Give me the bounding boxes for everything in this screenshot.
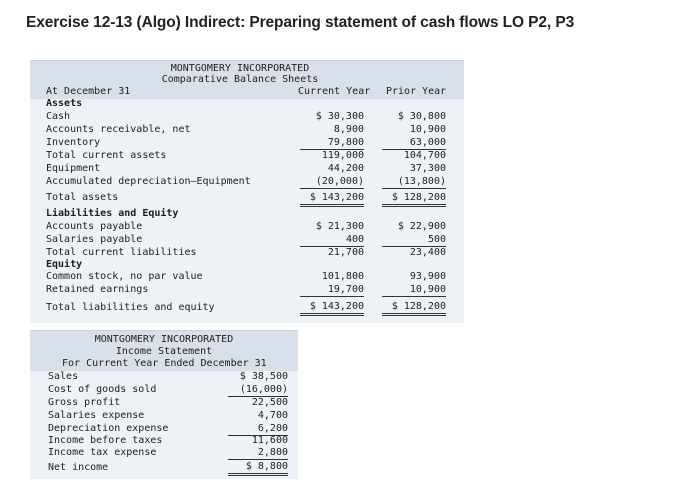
prior-total-liabilities-and-equity: $ 128,200 bbox=[382, 301, 446, 316]
balance-sheet-panel bbox=[30, 60, 464, 323]
prior-cash: $ 30,800 bbox=[397, 111, 446, 122]
col-prior-year: Prior Year bbox=[386, 86, 447, 97]
prior-salaries-payable: 500 bbox=[382, 234, 446, 247]
label-income-before-taxes: Income before taxes bbox=[48, 435, 163, 446]
label-liabilities-and-equity: Liabilities and Equity bbox=[46, 208, 179, 219]
label-accumulated-depreciation: Accumulated depreciation—Equipment bbox=[46, 176, 251, 187]
prior-accumulated-depreciation: (13,800) bbox=[382, 176, 446, 189]
prior-inventory: 63,000 bbox=[382, 137, 446, 150]
cur-cash: $ 30,300 bbox=[315, 111, 364, 122]
label-equity: Equity bbox=[46, 259, 83, 270]
income-statement-company: MONTGOMERY INCORPORATED bbox=[94, 334, 234, 345]
cur-common-stock: 101,800 bbox=[321, 271, 364, 282]
label-accounts-receivable: Accounts receivable, net bbox=[46, 124, 191, 135]
prior-equipment: 37,300 bbox=[409, 163, 446, 174]
val-cost-of-goods-sold: (16,000) bbox=[228, 384, 288, 397]
label-assets: Assets bbox=[46, 98, 83, 109]
label-salaries-expense: Salaries expense bbox=[48, 410, 145, 421]
label-gross-profit: Gross profit bbox=[48, 397, 121, 408]
prior-total-current-assets: 104,700 bbox=[403, 150, 446, 161]
val-income-tax-expense: 2,800 bbox=[228, 447, 288, 460]
label-sales: Sales bbox=[48, 371, 79, 382]
income-statement-subtitle: Income Statement bbox=[115, 346, 213, 357]
income-statement-period: For Current Year Ended December 31 bbox=[62, 358, 267, 369]
label-total-current-liabilities: Total current liabilities bbox=[46, 247, 197, 258]
balance-sheet-company: MONTGOMERY INCORPORATED bbox=[170, 63, 310, 74]
exercise-title: Exercise 12-13 (Algo) Indirect: Preparing statement of cash flows LO P2, P3 bbox=[26, 14, 575, 31]
cur-retained-earnings: 19,700 bbox=[300, 284, 364, 297]
income-statement-panel bbox=[30, 330, 298, 479]
label-total-current-assets: Total current assets bbox=[46, 150, 167, 161]
label-income-tax-expense: Income tax expense bbox=[48, 447, 157, 458]
label-cash: Cash bbox=[46, 111, 71, 122]
label-inventory: Inventory bbox=[46, 137, 101, 148]
val-gross-profit: 22,500 bbox=[251, 397, 288, 408]
cur-total-liabilities-and-equity: $ 143,200 bbox=[300, 301, 364, 316]
cur-accounts-receivable: 8,900 bbox=[333, 124, 364, 135]
label-net-income: Net income bbox=[48, 462, 109, 473]
cur-total-assets: $ 143,200 bbox=[300, 192, 364, 207]
label-accounts-payable: Accounts payable bbox=[46, 221, 143, 232]
balance-sheet-subtitle: Comparative Balance Sheets bbox=[161, 74, 319, 85]
label-depreciation-expense: Depreciation expense bbox=[48, 423, 169, 434]
prior-accounts-receivable: 10,900 bbox=[409, 124, 446, 135]
prior-common-stock: 93,900 bbox=[409, 271, 446, 282]
cur-equipment: 44,200 bbox=[327, 163, 364, 174]
balance-sheet-date-label: At December 31 bbox=[46, 86, 131, 97]
label-cost-of-goods-sold: Cost of goods sold bbox=[48, 384, 157, 395]
cur-total-current-liabilities: 21,700 bbox=[327, 247, 364, 258]
val-income-before-taxes: 11,600 bbox=[251, 435, 288, 446]
cur-salaries-payable: 400 bbox=[300, 234, 364, 247]
val-net-income: $ 8,800 bbox=[228, 461, 288, 476]
cur-inventory: 79,800 bbox=[300, 137, 364, 150]
cur-accounts-payable: $ 21,300 bbox=[315, 221, 364, 232]
prior-total-assets: $ 128,200 bbox=[382, 192, 446, 207]
col-current-year: Current Year bbox=[298, 86, 371, 97]
label-common-stock: Common stock, no par value bbox=[46, 271, 203, 282]
label-total-assets: Total assets bbox=[46, 192, 119, 203]
val-sales: $ 38,500 bbox=[239, 371, 288, 382]
cur-accumulated-depreciation: (20,000) bbox=[300, 176, 364, 189]
val-depreciation-expense: 6,200 bbox=[228, 423, 288, 436]
prior-total-current-liabilities: 23,400 bbox=[409, 247, 446, 258]
prior-retained-earnings: 10,900 bbox=[382, 284, 446, 297]
label-salaries-payable: Salaries payable bbox=[46, 234, 143, 245]
label-retained-earnings: Retained earnings bbox=[46, 284, 149, 295]
cur-total-current-assets: 119,000 bbox=[321, 150, 364, 161]
val-salaries-expense: 4,700 bbox=[257, 410, 288, 421]
label-equipment: Equipment bbox=[46, 163, 101, 174]
prior-accounts-payable: $ 22,900 bbox=[397, 221, 446, 232]
label-total-liabilities-and-equity: Total liabilities and equity bbox=[46, 302, 215, 313]
